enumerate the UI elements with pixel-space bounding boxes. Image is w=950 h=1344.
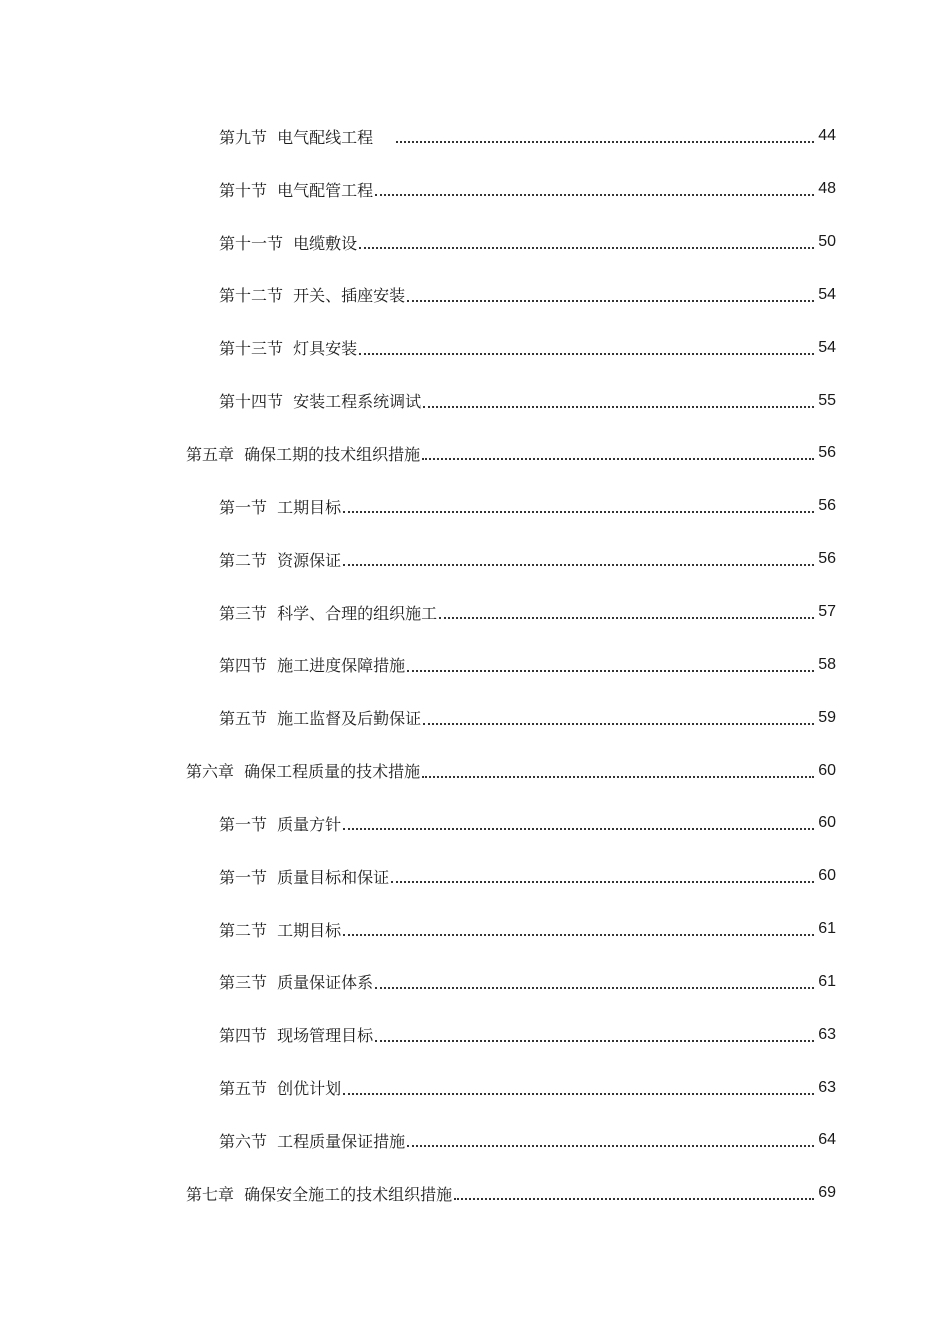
toc-page-number: 63 — [818, 1025, 836, 1043]
toc-page-number: 61 — [818, 972, 836, 990]
toc-entry[interactable] — [0, 480, 950, 533]
toc-page-number: 56 — [818, 550, 836, 568]
toc-leader-dots — [423, 723, 814, 725]
toc-entry[interactable] — [0, 797, 950, 850]
toc-entry[interactable] — [0, 586, 950, 639]
toc-entry-title: 第十二节 开关、插座安装 — [219, 286, 406, 306]
toc-page-number: 55 — [818, 391, 836, 409]
toc-entry-title: 第九节 电气配线工程 — [219, 127, 394, 147]
toc-entry[interactable] — [0, 269, 950, 322]
toc-leader-dots — [407, 300, 814, 302]
toc-entry[interactable] — [0, 533, 950, 586]
toc-page-number: 60 — [818, 867, 836, 885]
toc-entry[interactable] — [0, 374, 950, 427]
toc-page-number: 57 — [818, 603, 836, 621]
toc-page-number: 56 — [818, 444, 836, 462]
toc-leader-dots — [343, 564, 814, 566]
toc-leader-dots — [375, 1040, 814, 1042]
toc-leader-dots — [422, 458, 814, 460]
toc-page-number: 60 — [818, 814, 836, 832]
toc-entry-title: 第五章 确保工期的技术组织措施 — [186, 444, 421, 464]
toc-leader-dots — [422, 776, 814, 778]
toc-page-number: 50 — [818, 233, 836, 251]
toc-entry-title: 第五节 创优计划 — [219, 1079, 342, 1099]
toc-entry[interactable] — [0, 850, 950, 903]
toc-entry-title: 第四节 现场管理目标 — [219, 1026, 374, 1046]
toc-page-number: 60 — [818, 761, 836, 779]
toc-page-number: 44 — [818, 127, 836, 145]
toc-leader-dots — [396, 141, 814, 143]
toc-entry-title: 第三节 科学、合理的组织施工 — [219, 603, 438, 623]
toc-leader-dots — [343, 828, 814, 830]
toc-entry-title: 第十一节 电缆敷设 — [219, 233, 358, 253]
toc-entry[interactable] — [0, 1008, 950, 1061]
toc-leader-dots — [407, 670, 814, 672]
toc-entry[interactable] — [0, 1061, 950, 1114]
toc-entry[interactable] — [0, 163, 950, 216]
toc-entry-title: 第十节 电气配管工程 — [219, 180, 374, 200]
toc-page-number: 54 — [818, 285, 836, 303]
toc-leader-dots — [343, 1093, 814, 1095]
toc-entry-title: 第一节 质量方针 — [219, 814, 342, 834]
toc-entry-title: 第五节 施工监督及后勤保证 — [219, 709, 422, 729]
toc-page-number: 59 — [818, 708, 836, 726]
toc-leader-dots — [439, 617, 814, 619]
toc-page-number: 54 — [818, 338, 836, 356]
toc-page-number: 48 — [818, 180, 836, 198]
toc-page-number: 56 — [818, 497, 836, 515]
toc-entry[interactable] — [0, 691, 950, 744]
toc-entry-title: 第六章 确保工程质量的技术措施 — [186, 762, 421, 782]
toc-entry-title: 第三节 质量保证体系 — [219, 973, 374, 993]
toc-entry[interactable] — [0, 638, 950, 691]
toc-entry[interactable] — [0, 903, 950, 956]
toc-entry-title: 第二节 资源保证 — [219, 550, 342, 570]
toc-entry[interactable] — [0, 110, 950, 163]
toc-leader-dots — [407, 1145, 814, 1147]
toc-leader-dots — [343, 934, 814, 936]
toc-entry-title: 第十四节 安装工程系统调试 — [219, 392, 422, 412]
toc-entry[interactable] — [0, 321, 950, 374]
toc-entry-title: 第四节 施工进度保障措施 — [219, 656, 406, 676]
table-of-contents — [0, 110, 950, 1220]
toc-page-number: 64 — [818, 1131, 836, 1149]
toc-page-number: 58 — [818, 655, 836, 673]
toc-page-number: 63 — [818, 1078, 836, 1096]
toc-leader-dots — [359, 247, 814, 249]
toc-entry-title: 第六节 工程质量保证措施 — [219, 1131, 406, 1151]
toc-leader-dots — [454, 1198, 814, 1200]
toc-entry-title: 第二节 工期目标 — [219, 920, 342, 940]
toc-chapter-entry[interactable] — [0, 1167, 950, 1220]
toc-entry[interactable] — [0, 956, 950, 1009]
toc-entry-title: 第一节 工期目标 — [219, 497, 342, 517]
toc-page-number: 69 — [818, 1184, 836, 1202]
toc-leader-dots — [375, 194, 814, 196]
toc-entry[interactable] — [0, 1114, 950, 1167]
toc-leader-dots — [423, 406, 814, 408]
toc-chapter-entry[interactable] — [0, 744, 950, 797]
toc-leader-dots — [343, 511, 814, 513]
toc-entry-title: 第一节 质量目标和保证 — [219, 867, 390, 887]
toc-entry-title: 第七章 确保安全施工的技术组织措施 — [186, 1184, 453, 1204]
toc-entry-title: 第十三节 灯具安装 — [219, 339, 358, 359]
toc-entry[interactable] — [0, 216, 950, 269]
toc-chapter-entry[interactable] — [0, 427, 950, 480]
toc-leader-dots — [359, 353, 814, 355]
toc-page-number: 61 — [818, 920, 836, 938]
toc-leader-dots — [375, 987, 814, 989]
toc-leader-dots — [391, 881, 814, 883]
